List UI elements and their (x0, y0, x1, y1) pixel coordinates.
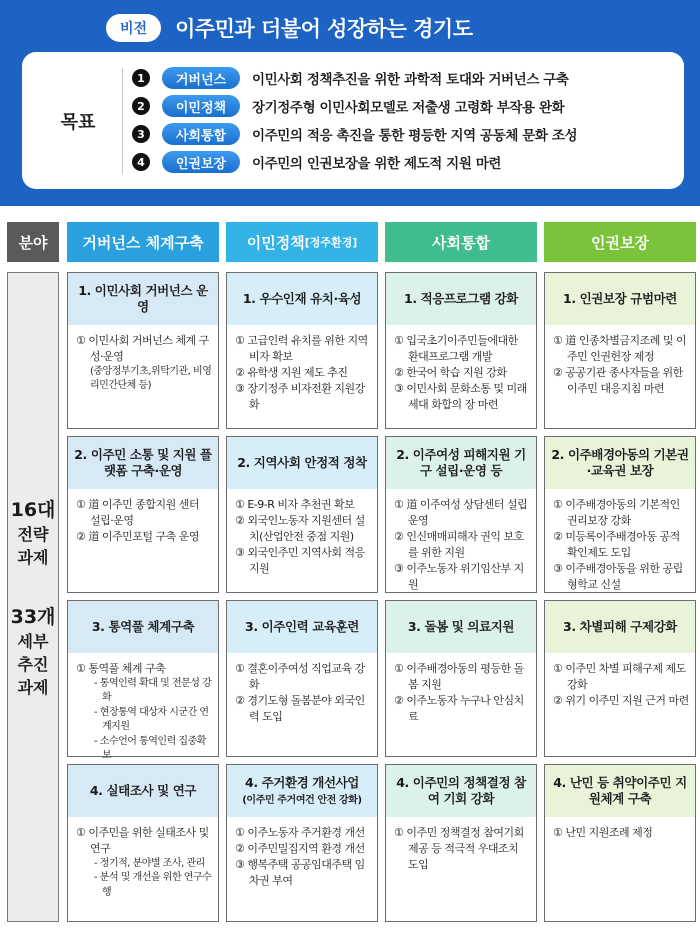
task-items (545, 817, 695, 841)
task-title: 4. 실태조사 및 연구 (89, 782, 197, 798)
task-item: ① 통역풀 체계 구축 (76, 662, 166, 675)
task-items (545, 489, 695, 593)
task-title: 3. 돌봄 및 의료지원 (407, 618, 515, 634)
task-title-wrap (74, 447, 212, 480)
goal-text: 이주민의 인권보장을 위한 제도적 지원 마련 (252, 156, 502, 172)
task-item: ② 유학생 지원 제도 추진 (235, 365, 348, 379)
goal-number: 1 (132, 69, 150, 87)
task-title-wrap (404, 291, 518, 307)
task-title: 1. 우수인재 유치·육성 (242, 290, 362, 306)
task-title: 1. 인권보장 규범마련 (563, 290, 677, 306)
goal-tag: 이민정책 (162, 95, 240, 117)
task-item: ① 이민사회 거버넌스 체계 구성·운영 (76, 334, 209, 363)
task-item: ③ 행복주택 공공임대주택 임차권 부여 (235, 857, 365, 887)
goal-text: 장기정주형 이민사회모델로 저출생 고령화 부작용 완화 (252, 100, 565, 116)
task-title-wrap (392, 775, 530, 808)
task-title-wrap (408, 619, 514, 635)
task-title-wrap (563, 619, 677, 635)
task-title: 2. 이주여성 피해지원 기구 설립·운영 등 (396, 446, 526, 478)
task-item: ③ 이주배경아동을 위한 공립형학교 신설 (553, 561, 683, 591)
task-title-box (386, 601, 536, 653)
task-item: ② 미등록이주배경아동 공적확인제도 도입 (553, 529, 680, 559)
task-item: ① 이주민 정책결정 참여기회 제공 등 적극적 우대조치 도입 (394, 826, 524, 871)
goal-text: 이주민의 적응 촉진을 통한 평등한 지역 공동체 문화 조성 (252, 128, 578, 144)
task-cell (226, 764, 378, 922)
task-title: 4. 주거환경 개선사업 (245, 774, 359, 790)
task-items (386, 653, 536, 725)
task-item: ② 道 이주민포털 구축 운영 (76, 529, 199, 543)
task-title-box (68, 437, 218, 489)
task-cell (226, 272, 378, 429)
task-items (68, 489, 218, 545)
task-item: ② 한국어 학습 지원 강화 (394, 365, 507, 379)
goal-box (22, 52, 684, 189)
task-items (68, 325, 218, 394)
task-item: ① 이주민 차별 피해구제 제도 강화 (553, 662, 686, 691)
task-item: - 분석 및 개선을 위한 연구수행 (94, 872, 212, 898)
task-items (545, 325, 695, 397)
task-items (227, 653, 377, 725)
task-items (386, 325, 536, 413)
task-item: ① 이주배경아동의 기본적인 권리보장 강화 (553, 498, 680, 527)
goal-number: 4 (132, 153, 150, 171)
vision-badge: 비전 (106, 14, 161, 42)
task-title-box (68, 273, 218, 325)
category-sub: [정주환경] (304, 236, 358, 249)
task-title-wrap (551, 775, 689, 808)
category-header (544, 222, 696, 262)
task-title: 3. 이주인력 교육훈련 (245, 618, 359, 634)
goal-number: 3 (132, 125, 150, 143)
task-item: ① 난민 지원조례 제정 (553, 826, 653, 839)
task-title-wrap (551, 447, 689, 480)
task-cell (385, 764, 537, 922)
task-items (386, 817, 536, 873)
task-title-box (545, 601, 695, 653)
category-header (226, 222, 378, 262)
detail-count: 33개 (10, 606, 56, 628)
task-item: ② 인신매매피해자 권익 보호를 위한 지원 (394, 529, 524, 559)
task-item: ② 공공기관 종사자들을 위한 이주민 대응지침 마련 (553, 365, 683, 395)
category-label: 이민정책 (246, 233, 305, 252)
task-item: ① 道 이주여성 상담센터 설립 운영 (394, 498, 528, 527)
task-item: - 소수언어 통역인력 집중확보 (94, 735, 206, 762)
task-item: ① 道 이주민 종합지원 센터 설립·운영 (76, 498, 199, 527)
vision-row (106, 13, 473, 43)
task-title-box (545, 765, 695, 817)
task-cell (544, 600, 696, 757)
task-item: ① 이주민을 위한 실태조사 및 연구 (76, 826, 209, 855)
detail-label: 추진 (17, 655, 49, 674)
goal-tag: 거버넌스 (162, 67, 240, 89)
task-title-wrap (74, 283, 212, 316)
task-title-sub: (이주민 주거여건 안전 강화) (242, 795, 362, 806)
task-item: ③ 외국인주민 지역사회 적응지원 (235, 545, 365, 575)
task-title: 3. 통역풀 체계구축 (91, 618, 195, 634)
task-item: - 현장통역 대상자 시군간 연계지원 (94, 706, 209, 733)
task-title-wrap (92, 619, 194, 635)
goal-label: 목표 (60, 111, 96, 133)
category-label: 인권보장 (591, 233, 649, 252)
task-item: - 통역인력 확대 및 전문성 강화 (94, 677, 212, 704)
task-items (227, 489, 377, 577)
task-title: 4. 이주민의 정책결정 참여 기회 강화 (396, 774, 526, 806)
task-cell (385, 436, 537, 593)
vision-title: 이주민과 더불어 성장하는 경기도 (175, 17, 473, 41)
task-items (68, 653, 218, 764)
goal-item (132, 66, 569, 90)
task-items (386, 489, 536, 593)
task-title-wrap (392, 447, 530, 480)
task-title-wrap (237, 455, 367, 471)
task-item: ① 결혼이주여성 직업교육 강화 (235, 662, 365, 691)
task-cell (67, 764, 219, 922)
goal-item (132, 94, 564, 118)
task-title-wrap (245, 619, 359, 635)
task-title: 2. 이주배경아동의 기본권·교육권 보장 (551, 446, 689, 478)
goal-number: 2 (132, 97, 150, 115)
goal-tag: 인권보장 (162, 151, 240, 173)
field-header: 분야 (7, 222, 59, 262)
task-item: ② 이주민밀집지역 환경 개선 (235, 841, 365, 855)
detail-label: 과제 (17, 678, 49, 697)
task-cell (67, 272, 219, 429)
task-item: ② 위기 이주민 지원 근거 마련 (553, 693, 689, 707)
task-title-box (386, 765, 536, 817)
task-item: - 정기적, 분야별 조사, 관리 (94, 857, 205, 869)
task-cell (385, 600, 537, 757)
task-cell (385, 272, 537, 429)
task-title-box (68, 765, 218, 817)
task-title-box (227, 765, 377, 817)
task-title-box (545, 437, 695, 489)
task-title: 4. 난민 등 취약이주민 지원체계 구축 (553, 774, 687, 806)
vision-banner (0, 0, 700, 206)
task-items (68, 817, 218, 900)
goal-item (132, 122, 577, 146)
goal-divider (122, 68, 123, 174)
task-item: ① 입국초기이주민들에대한 환대프로그램 개발 (394, 334, 518, 363)
task-title-box (227, 437, 377, 489)
task-count-column (7, 272, 59, 922)
task-title-box (227, 273, 377, 325)
task-item: ① 이주노동자 주거환경 개선 (235, 826, 365, 839)
task-cell (544, 436, 696, 593)
task-item: (중앙정부기초,위탁기관, 비영리민간단체 등) (90, 365, 212, 392)
task-item: ① E-9-R 비자 추천권 확보 (235, 498, 355, 511)
task-title-box (545, 273, 695, 325)
task-title-wrap (90, 783, 196, 799)
task-title-box (386, 273, 536, 325)
task-item: ② 이주노동자 누구나 안심치료 (394, 693, 524, 723)
goal-text: 이민사회 정책추진을 위한 과학적 토대와 거버넌스 구축 (252, 72, 569, 88)
task-title: 1. 적응프로그램 강화 (404, 290, 518, 306)
task-title: 2. 이주민 소통 및 지원 플랫폼 구축·운영 (74, 446, 212, 478)
task-title-wrap (243, 291, 361, 307)
strategy-label: 전략 (17, 525, 49, 544)
task-cell (67, 600, 219, 762)
category-label: 거버넌스 체계구축 (82, 233, 204, 252)
task-title: 3. 차별피해 구제강화 (563, 618, 677, 634)
task-cell (67, 436, 219, 593)
task-title-box (227, 601, 377, 653)
category-header (67, 222, 219, 262)
task-cell (226, 436, 378, 593)
goal-tag: 사회통합 (162, 123, 240, 145)
task-title-box (386, 437, 536, 489)
task-item: ② 외국인노동자 지원센터 설치(산업안전 중점 지원) (235, 513, 365, 543)
task-item: ② 경기도형 돌봄분야 외국인력 도입 (235, 693, 365, 723)
task-item: ③ 이민사회 문화소통 및 미래세대 화합의 장 마련 (394, 381, 527, 411)
task-cell (544, 272, 696, 429)
task-item: ③ 이주노동자 위기임산부 지원 (394, 561, 524, 591)
task-items (227, 817, 377, 889)
category-header (385, 222, 537, 262)
task-title: 2. 지역사회 안정적 정착 (237, 454, 367, 470)
task-title-wrap (242, 775, 361, 808)
task-items (545, 653, 695, 709)
category-label: 사회통합 (432, 233, 490, 252)
goal-item (132, 150, 501, 174)
task-title-wrap (563, 291, 677, 307)
task-cell (226, 600, 378, 757)
task-cell (544, 764, 696, 922)
task-item: ① 고급인력 유치를 위한 지역비자 확보 (235, 334, 368, 363)
task-item: ③ 장기정주 비자전환 지원강화 (235, 381, 365, 411)
task-item: ① 이주배경아동의 평등한 돌봄 지원 (394, 662, 524, 691)
task-title: 1. 이민사회 거버넌스 운영 (78, 282, 208, 314)
task-title-box (68, 601, 218, 653)
task-items (227, 325, 377, 413)
detail-label: 세부 (17, 632, 49, 651)
strategy-count: 16대 (10, 499, 56, 521)
strategy-label: 과제 (17, 548, 49, 567)
task-item: ① 道 인종차별금지조례 및 이주민 인권헌장 제정 (553, 334, 687, 363)
